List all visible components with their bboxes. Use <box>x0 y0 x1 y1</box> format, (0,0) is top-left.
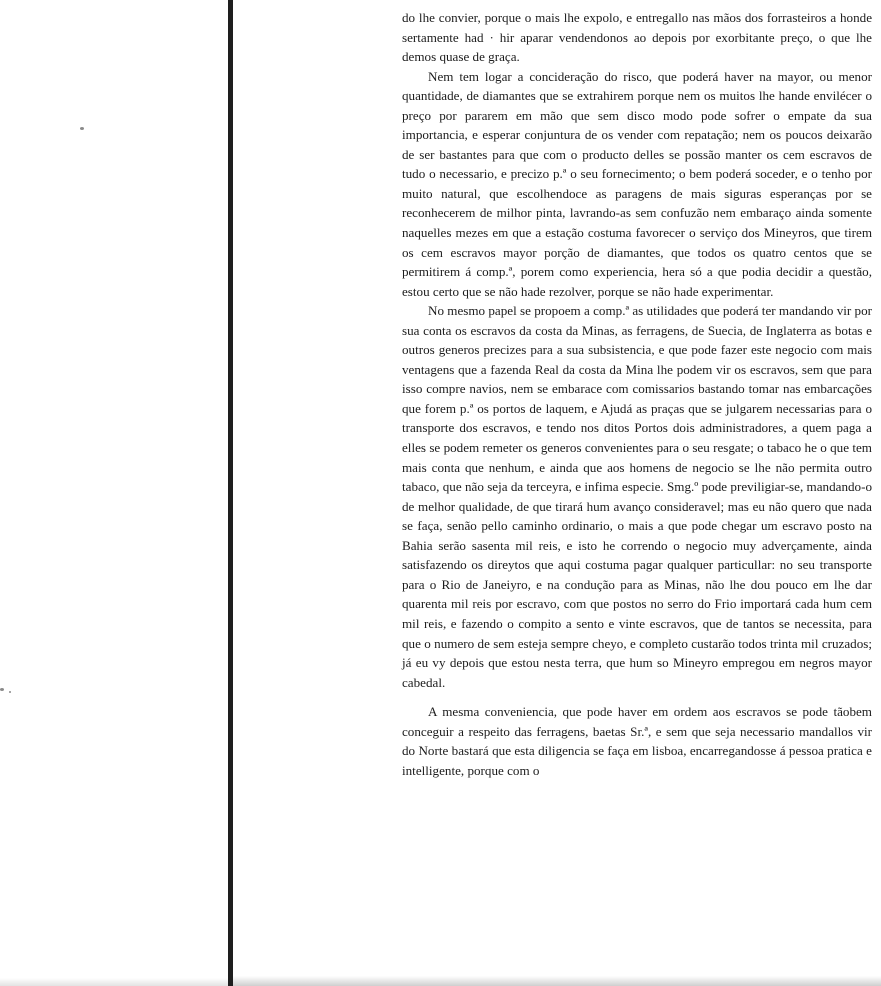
scan-speck <box>9 691 11 693</box>
page-edge-shadow <box>233 976 881 986</box>
page-edge-shadow <box>0 978 228 986</box>
page-gutter-line <box>228 0 233 986</box>
scan-speck <box>0 688 4 691</box>
document-text-column <box>402 8 872 780</box>
scan-speck <box>80 127 84 130</box>
paragraph: Nem tem logar a concideração do risco, que poderá haver na mayor, ou menor quantidade, de diamantes que se extrahirem porque nem os muitos lhe hande envilécer o preço por pararem em mão que sem disco modo pode sofrer o empate da sua importancia, e esperar conjuntura de os vender com repatação; nem os poucos deixarão de ser bastantes para que com o producto delles se possão manter os cem escravos de tudo o necessario, e precizo p.ª o seu fornecimento; o bem poderá soceder, e o tenho por muito natural, que escolhendoce as paragens de mais siguras esperanças por se reconhecerem de milhor pinta, lavrando-as sem confuzão nem embaraço ainda somente naquelles mezes em que a estação costuma favorecer o serviço dos Mineyros, que tirem os cem escravos mayor porção de diamantes, que todos os quatro centos que se permitirem á comp.ª, porem como experiencia, hera só a que podia decidir a questão, estou certo que se não hade rezolver, porque se não hade experimentar. <box>402 68 872 299</box>
blank-left-page <box>0 0 228 986</box>
paragraph: No mesmo papel se propoem a comp.ª as utilidades que poderá ter mandando vir por sua conta os escravos da costa da Minas, as ferragens, de Suecia, de Inglaterra as botas e outros generos precizes para a sua subsistencia, e que pode fazer este negocio com mais ventagens que a fazenda Real da costa da Mina lhe podem vir os escravos, sem que para isso compre navios, nem se embarace com comissarios bastando tomar nas embarcações que forem p.ª os portos de laquem, e Ajudá as praças que se julgarem necessarias para o transporte dos escravos, e tendo nos ditos Portos dois administradores, a quem paga a elles se podem remeter os generos convenientes para o seu resgate; o tabaco he o que tem mais conta que nenhum, e ainda que aos homens de negocio se lhe não permita outro tabaco, que não seja da terceyra, e infima especie. Smg.º pode previligiar-se, mandando-o de melhor qualidade, de que tirará hum avanço consideravel; mas eu não quero que nada se faça, senão pello caminho ordinario, o mais a que pode chegar um escravo posto na Bahia serão sasenta mil reis, e isto he correndo o negocio muy adverçamente, ainda satisfazendo os direytos que aqui costuma pagar qualquer particullar: no seu transporte para o Rio de Janeiyro, e na condução para as Minas, não lhe dou pouco em lhe dar quarenta mil reis por escravo, com que postos no serro do Frio importará cada hum cem mil reis, e fazendo o compito a sento e vinte escravos, que de tantos se necessita, para que o numero de sem esteja sempre cheyo, e completo custarão todos trinta mil cruzados; já eu vy depois que estou nesta terra, que hum so Mineyro empregou em negros mayor cabedal. <box>402 303 872 690</box>
paragraph: do lhe convier, porque o mais lhe expolo, e entregallo nas mãos dos forrasteiros a honde sertamente had · hir aparar vendendonos ao depois por exorbitante preço, o que lhe demos quase de graça. <box>402 10 872 65</box>
paragraph: A mesma conveniencia, que pode haver em ordem aos escravos se pode tãobem conceguir a respeito das ferragens, baetas Sr.ª, e sem que seja necessario mandallos vir do Norte bastará que esta diligencia se faça em lisboa, encarregandosse á pessoa pratica e intelligente, porque com o <box>402 704 872 778</box>
